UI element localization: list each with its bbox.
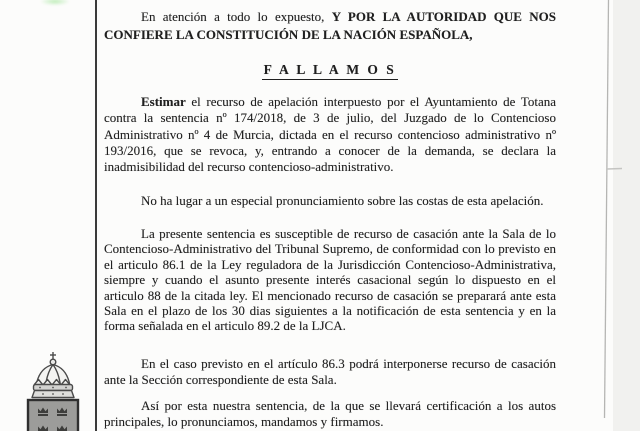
intro-paragraph — [104, 8, 556, 43]
ruling-body-text: el recurso de apelación interpuesto por el Ayuntamiento de Totana contra la sentencia nº 174/2018, de 3 de julio, del Juzgado de lo Contencioso Administrativo nº 4 de Murcia, dictada en el recurso contencioso administrativo nº 193/2016, que se revoca, y, entrando a conocer de la demanda, se declara la inadmisibilidad del recurso contencioso-administrativo. — [104, 94, 556, 175]
left-margin-rule — [95, 0, 97, 431]
page-edge-strip — [613, 0, 640, 431]
article-86-3-paragraph: En el caso previsto en el artículo 86.3 podrá interponerse recurso de casación ante la Sección correspondiente de esta Sala. — [104, 356, 556, 387]
cassation-notice-paragraph: La presente sentencia es susceptible de recurso de casación ante la Sala de lo Contencioso-Administrativo del Tribunal Supremo, de conformidad con lo previsto en el articulo 86.1 de la Ley reguladora de la Jurisdicción Contencioso-Administrativa, siempre y cuando el asunto presente interés casacional según lo dispuesto en el articulo 88 de la citada ley. El mencionado recurso de casación se preparará ante esta Sala en el plazo de los 30 dias siguientes a la notificación de esta sentencia y en la forma señalada en el articulo 89.2 de la LJCA. — [104, 226, 556, 334]
ruling-lead-word: Estimar — [141, 94, 186, 109]
shield-icon — [28, 400, 78, 431]
closing-paragraph: Así por esta nuestra sentencia, de la que se llevará certificación a los autos principales, lo pronunciamos, mandamos y firmamos. — [104, 398, 556, 429]
right-page-edge-line — [605, 0, 609, 418]
fallamos-heading — [104, 62, 556, 78]
intro-authority-text: Y POR LA AUTORIDAD QUE NOS CONFIERE LA CONSTITUCIÓN DE LA NACIÓN ESPAÑOLA, — [104, 9, 556, 42]
fallamos-heading-text: F A L L A M O S — [262, 62, 399, 80]
intro-lead-text: En atención a todo lo expuesto, — [141, 9, 332, 24]
murcia-coat-of-arms-icon — [21, 351, 85, 431]
royal-crown-icon — [32, 352, 74, 398]
green-highlight-smudge — [35, 0, 75, 7]
costs-paragraph: No ha lugar a un especial pronunciamiento sobre las costas de esta apelación. — [141, 193, 544, 208]
ruling-paragraph — [104, 94, 556, 175]
